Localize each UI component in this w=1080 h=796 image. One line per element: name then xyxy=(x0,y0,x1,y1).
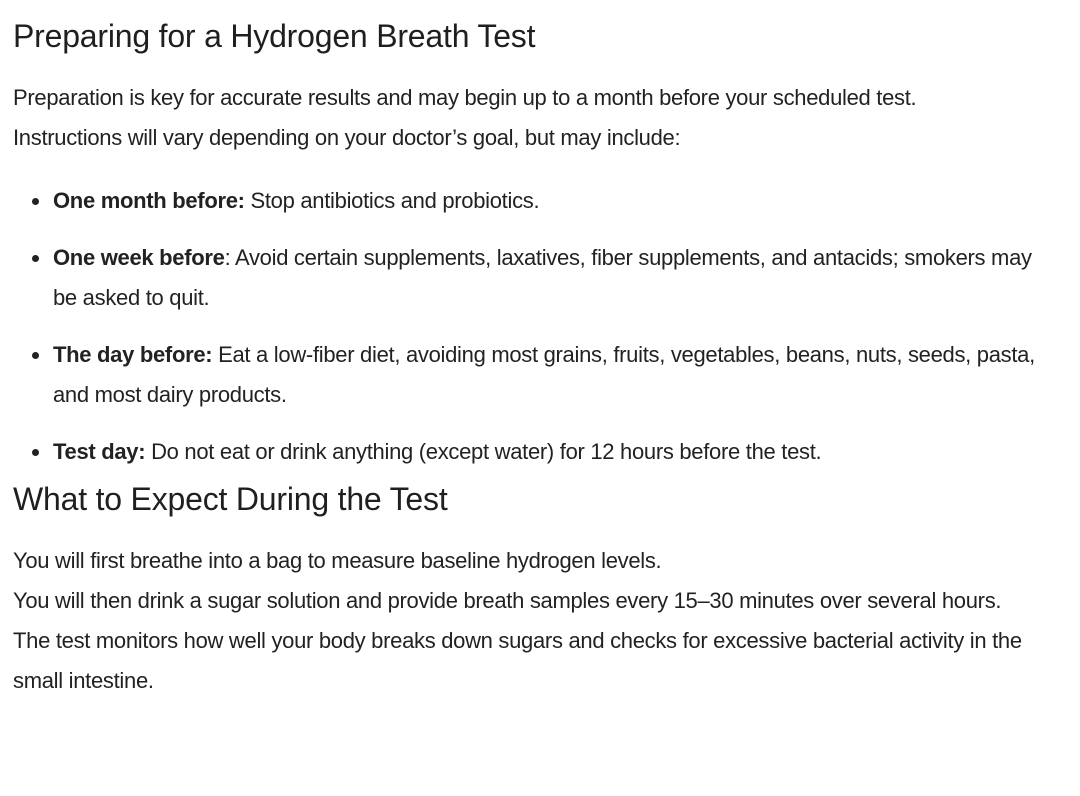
list-item xyxy=(13,335,1060,415)
intro-line: Preparation is key for accurate results and may begin up to a month before your scheduled test. xyxy=(13,85,917,110)
list-item-label: One week before xyxy=(53,245,225,270)
list-item-label: One month before: xyxy=(53,188,245,213)
intro-paragraph xyxy=(13,78,1060,158)
expect-paragraphs xyxy=(13,541,1060,701)
list-item-text: : Avoid certain supplements, laxatives, fiber supplements, and antacids; smokers may be asked to quit. xyxy=(53,245,1032,310)
list-item-text: Eat a low-fiber diet, avoiding most grains, fruits, vegetables, beans, nuts, seeds, pasta, and most dairy products. xyxy=(53,342,1035,407)
preparation-list xyxy=(13,181,1060,472)
section-heading-expect: What to Expect During the Test xyxy=(13,481,448,517)
bullet-icon xyxy=(32,255,39,262)
expect-paragraph: You will first breathe into a bag to measure baseline hydrogen levels. xyxy=(13,548,662,573)
list-item-text: Do not eat or drink anything (except water) for 12 hours before the test. xyxy=(145,439,822,464)
list-item-label: The day before: xyxy=(53,342,213,367)
expect-paragraph: You will then drink a sugar solution and provide breath samples every 15–30 minutes over several hours. xyxy=(13,588,1002,613)
section-heading-preparing: Preparing for a Hydrogen Breath Test xyxy=(13,18,536,54)
bullet-icon xyxy=(32,198,39,205)
list-item xyxy=(13,432,1060,472)
list-item xyxy=(13,238,1060,318)
list-item-label: Test day: xyxy=(53,439,146,464)
list-item xyxy=(13,181,1060,221)
expect-paragraph: The test monitors how well your body breaks down sugars and checks for excessive bacterial activity in the small intestine. xyxy=(13,628,1022,693)
bullet-icon xyxy=(32,449,39,456)
list-item-text: Stop antibiotics and probiotics. xyxy=(244,188,540,213)
intro-line: Instructions will vary depending on your doctor’s goal, but may include: xyxy=(13,125,681,150)
bullet-icon xyxy=(32,352,39,359)
